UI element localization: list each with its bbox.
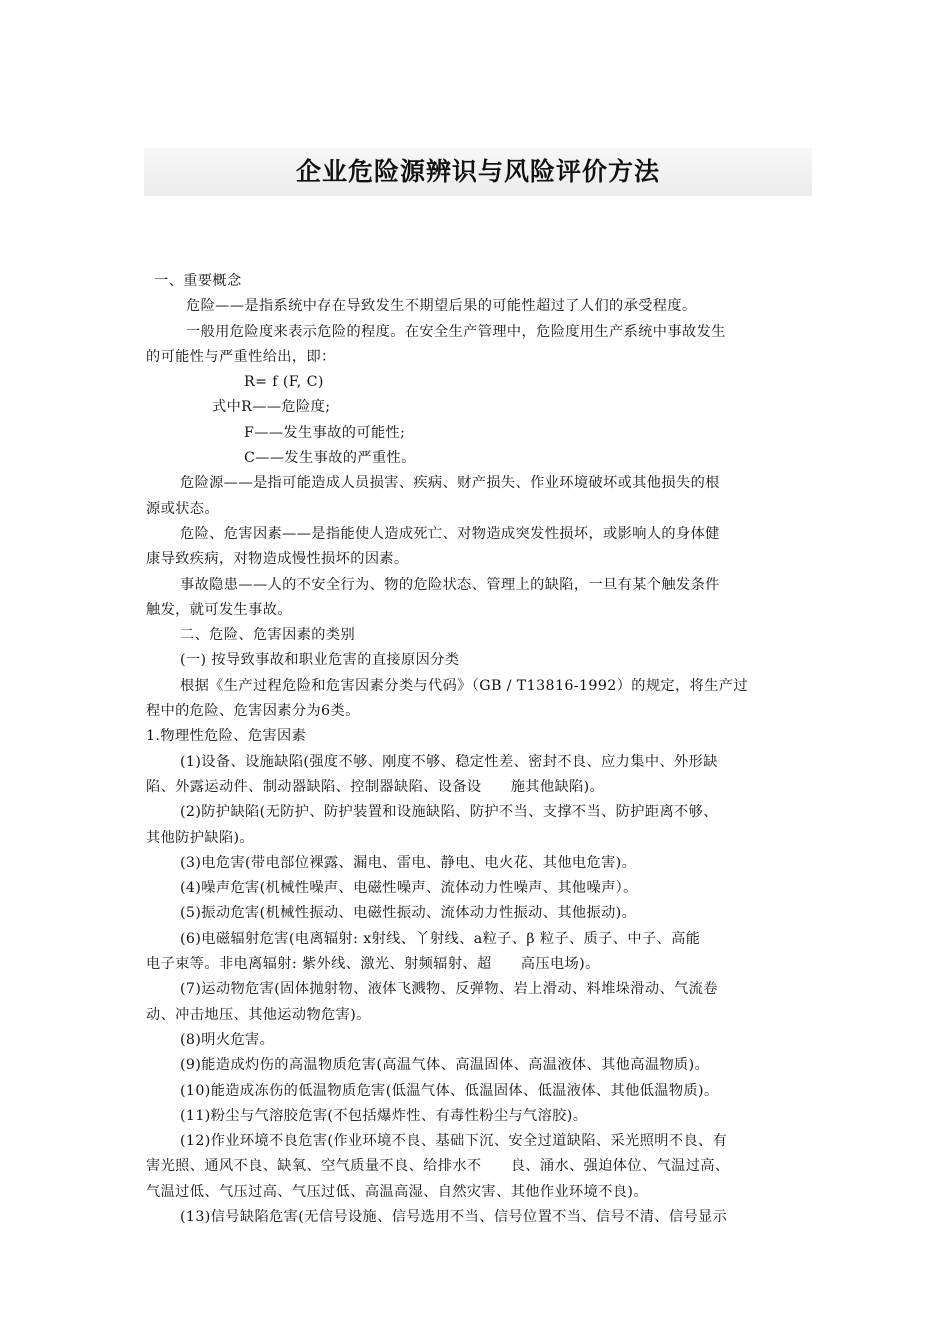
list-item-line: 陷、外露运动件、制动器缺陷、控制器缺陷、设备设 施其他缺陷)。 <box>146 778 605 795</box>
list-item-line: (9)能造成灼伤的高温物质危害(高温气体、高温固体、高温液体、其他高温物质)。 <box>180 1057 710 1074</box>
formula-line: R= f (F, C) <box>244 374 324 391</box>
paragraph-line: 源或状态。 <box>146 500 219 517</box>
list-item-line: 气温过低、气压过高、气压过低、高温高湿、自然灾害、其他作业环境不良)。 <box>146 1183 648 1200</box>
list-item-line: 电子束等。非电离辐射: 紫外线、激光、射频辐射、超 高压电场)。 <box>146 956 600 973</box>
subsection-heading: 1.物理性危险、危害因素 <box>146 728 307 745</box>
list-item-line: 害光照、通风不良、缺氧、空气质量不良、给排水不 良、涌水、强迫体位、气温过高、 <box>146 1158 730 1175</box>
list-item-line: 其他防护缺陷)。 <box>146 829 255 846</box>
list-item-line: (4)噪声危害(机械性噪声、电磁性噪声、流体动力性噪声、其他噪声）。 <box>180 880 638 897</box>
paragraph-line: 危险源——是指可能造成人员损害、疾病、财产损失、作业环境破坏或其他损失的根 <box>180 475 720 492</box>
paragraph-line: 康导致疾病，对物造成慢性损坏的因素。 <box>146 551 409 568</box>
paragraph-line: 触发，就可发生事故。 <box>146 601 292 618</box>
list-item-line: (11)粉尘与气溶胶危害(不包括爆炸性、有毒性粉尘与气溶胶)。 <box>180 1107 588 1124</box>
paragraph-line: 程中的危险、危害因素分为6类。 <box>146 703 360 720</box>
list-item-line: (7)运动物危害(固体抛射物、液体飞溅物、反弹物、岩上滑动、料堆垛滑动、气流卷 <box>180 981 718 998</box>
list-item-line: (6)电磁辐射危害(电离辐射: x射线、丫射线、a粒子、β 粒子、质子、中子、高能 <box>180 930 701 947</box>
list-item-line: (12)作业环境不良危害(作业环境不良、基础下沉、安全过道缺陷、采光照明不良、有 <box>180 1133 728 1150</box>
paragraph-line: 根据《生产过程危险和危害因素分类与代码》（GB / T13816-1992）的规定，将生产过 <box>180 677 748 694</box>
paragraph-line: 一般用危险度来表示危险的程度。在安全生产管理中，危险度用生产系统中事故发生 <box>186 323 726 340</box>
list-item-line: (5)振动危害(机械性振动、电磁性振动、流体动力性振动、其他振动)。 <box>180 905 637 922</box>
paragraph-line: 危险——是指系统中存在导致发生不期望后果的可能性超过了人们的承受程度。 <box>186 298 697 315</box>
formula-line: C——发生事故的严重性。 <box>244 450 416 467</box>
subsection-heading: (一) 按导致事故和职业危害的直接原因分类 <box>180 652 460 669</box>
section-heading: 一、重要概念 <box>154 273 242 289</box>
list-item-line: (8)明火危害。 <box>180 1031 275 1048</box>
formula-line: F——发生事故的可能性; <box>244 424 406 441</box>
list-item-line: (13)信号缺陷危害(无信号设施、信号选用不当、信号位置不当、信号不清、信号显示 <box>180 1208 728 1225</box>
paragraph-line: 事故隐患——人的不安全行为、物的危险状态、管理上的缺陷，一旦有某个触发条件 <box>180 576 720 593</box>
list-item-line: 动、冲击地压、其他运动物危害)。 <box>146 1006 371 1023</box>
document-body <box>146 269 810 1230</box>
list-item-line: (1)设备、设施缺陷(强度不够、刚度不够、稳定性差、密封不良、应力集中、外形缺 <box>180 753 718 770</box>
list-item-line: (2)防护缺陷(无防护、防护装置和设施缺陷、防护不当、支撑不当、防护距离不够、 <box>180 804 718 821</box>
formula-line: 式中R——危险度; <box>212 399 331 416</box>
list-item-line: (3)电危害(带电部位裸露、漏电、雷电、静电、电火花、其他电危害)。 <box>180 854 637 871</box>
paragraph-line: 危险、危害因素——是指能使人造成死亡、对物造成突发性损坏，或影响人的身体健 <box>180 525 720 542</box>
list-item-line: (10)能造成冻伤的低温物质危害(低温气体、低温固体、低温液体、其他低温物质)。 <box>180 1082 719 1099</box>
section-heading: 二、危险、危害因素的类别 <box>180 627 356 644</box>
paragraph-line: 的可能性与严重性给出，即： <box>146 348 336 365</box>
document-title: 企业危险源辨识与风险评价方法 <box>295 157 660 186</box>
